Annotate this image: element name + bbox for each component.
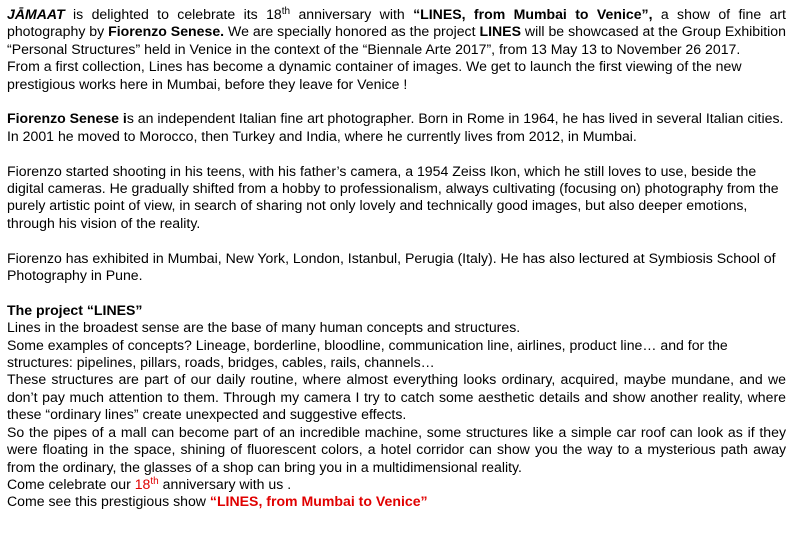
anniversary-suffix: th xyxy=(150,475,159,487)
project-paragraph-4: So the pipes of a mall can become part of an incredible machine, some structures like a simple car roof can look as if they were floating in the space, shining of fluorescent colors, a hotel corridor can show you the way to a mysterious path away from the ordinary, the glasses of a shop can bring you in a multidimensional reality. xyxy=(7,423,786,475)
bio-paragraph-2: Fiorenzo started shooting in his teens, with his father’s camera, a 1954 Zeiss Ikon, which he still loves to use, beside the digital cameras. He gradually shifted from a hobby to professionalism, always cultivating (focusing on) photography from the purely artistic point of view, in search of sharing not only lovely and technically good images, but also deeper emotions, through his vision of the reality. xyxy=(7,162,779,231)
come-see-text: Come see this prestigious show xyxy=(7,493,210,510)
come-see-line xyxy=(7,493,786,510)
project-name: LINES xyxy=(479,23,521,40)
intro-text-3: a show of fine art photography by xyxy=(7,6,786,40)
intro-text-2: anniversary with xyxy=(290,6,414,22)
intro-paragraph-2: From a first collection, Lines has become a dynamic container of images. We get to launch the first viewing of the new prestigious works here in Mumbai, before they leave for Venice ! xyxy=(7,58,742,92)
bio-paragraph xyxy=(7,110,786,145)
organizer-name: JĀMAAT xyxy=(7,6,65,22)
ordinal-suffix: th xyxy=(281,6,291,17)
intro-text-5: will be showcased at the Group Exhibition “Personal Structures” held in Venice in the context of the “Biennale Arte 2017”, from 13 May 13 to November 26 2017. xyxy=(7,23,786,57)
project-heading-text: The project “LINES” xyxy=(7,301,143,318)
intro-paragraph xyxy=(7,6,786,58)
celebrate-line xyxy=(7,476,786,493)
project-paragraph-2: Some examples of concepts? Lineage, borderline, bloodline, communication line, airlines, product line… and for the structures: pipelines, pillars, roads, bridges, cables, rails, channels… xyxy=(7,336,728,371)
celebrate-text-end: anniversary with us . xyxy=(158,475,292,492)
show-title: “LINES, from Mumbai to Venice”, xyxy=(413,6,653,22)
project-paragraph-1: Lines in the broadest sense are the base of many human concepts and structures. xyxy=(7,319,521,336)
project-paragraph-3: These structures are part of our daily routine, where almost everything looks ordinary, acquired, maybe mundane, and we don’t pay much attention to them. Through my camera I try to catch some aesthetic details and show another reality, where these “ordinary lines” create unexpected and suggestive effects. xyxy=(7,371,786,423)
bio-text: s an independent Italian fine art photographer. Born in Rome in 1964, he has lived in several Italian cities. In 2001 he moved to Morocco, then Turkey and India, where he currently lives from 2012, in Mumbai. xyxy=(7,110,784,144)
show-title-highlight: “LINES, from Mumbai to Venice” xyxy=(209,493,428,510)
intro-text-1: is delighted to celebrate its 18 xyxy=(64,6,282,22)
bio-name: Fiorenzo Senese i xyxy=(7,110,127,127)
intro-text-4: We are specially honored as the project xyxy=(224,23,480,40)
project-heading xyxy=(7,302,786,319)
bio-paragraph-3: Fiorenzo has exhibited in Mumbai, New York, London, Istanbul, Perugia (Italy). He has also lectured at Symbiosis School of Photography in Pune. xyxy=(7,249,776,284)
celebrate-text: Come celebrate our xyxy=(7,475,135,492)
photographer-name: Fiorenzo Senese. xyxy=(108,23,225,40)
anniversary-number: 18 xyxy=(134,475,151,492)
